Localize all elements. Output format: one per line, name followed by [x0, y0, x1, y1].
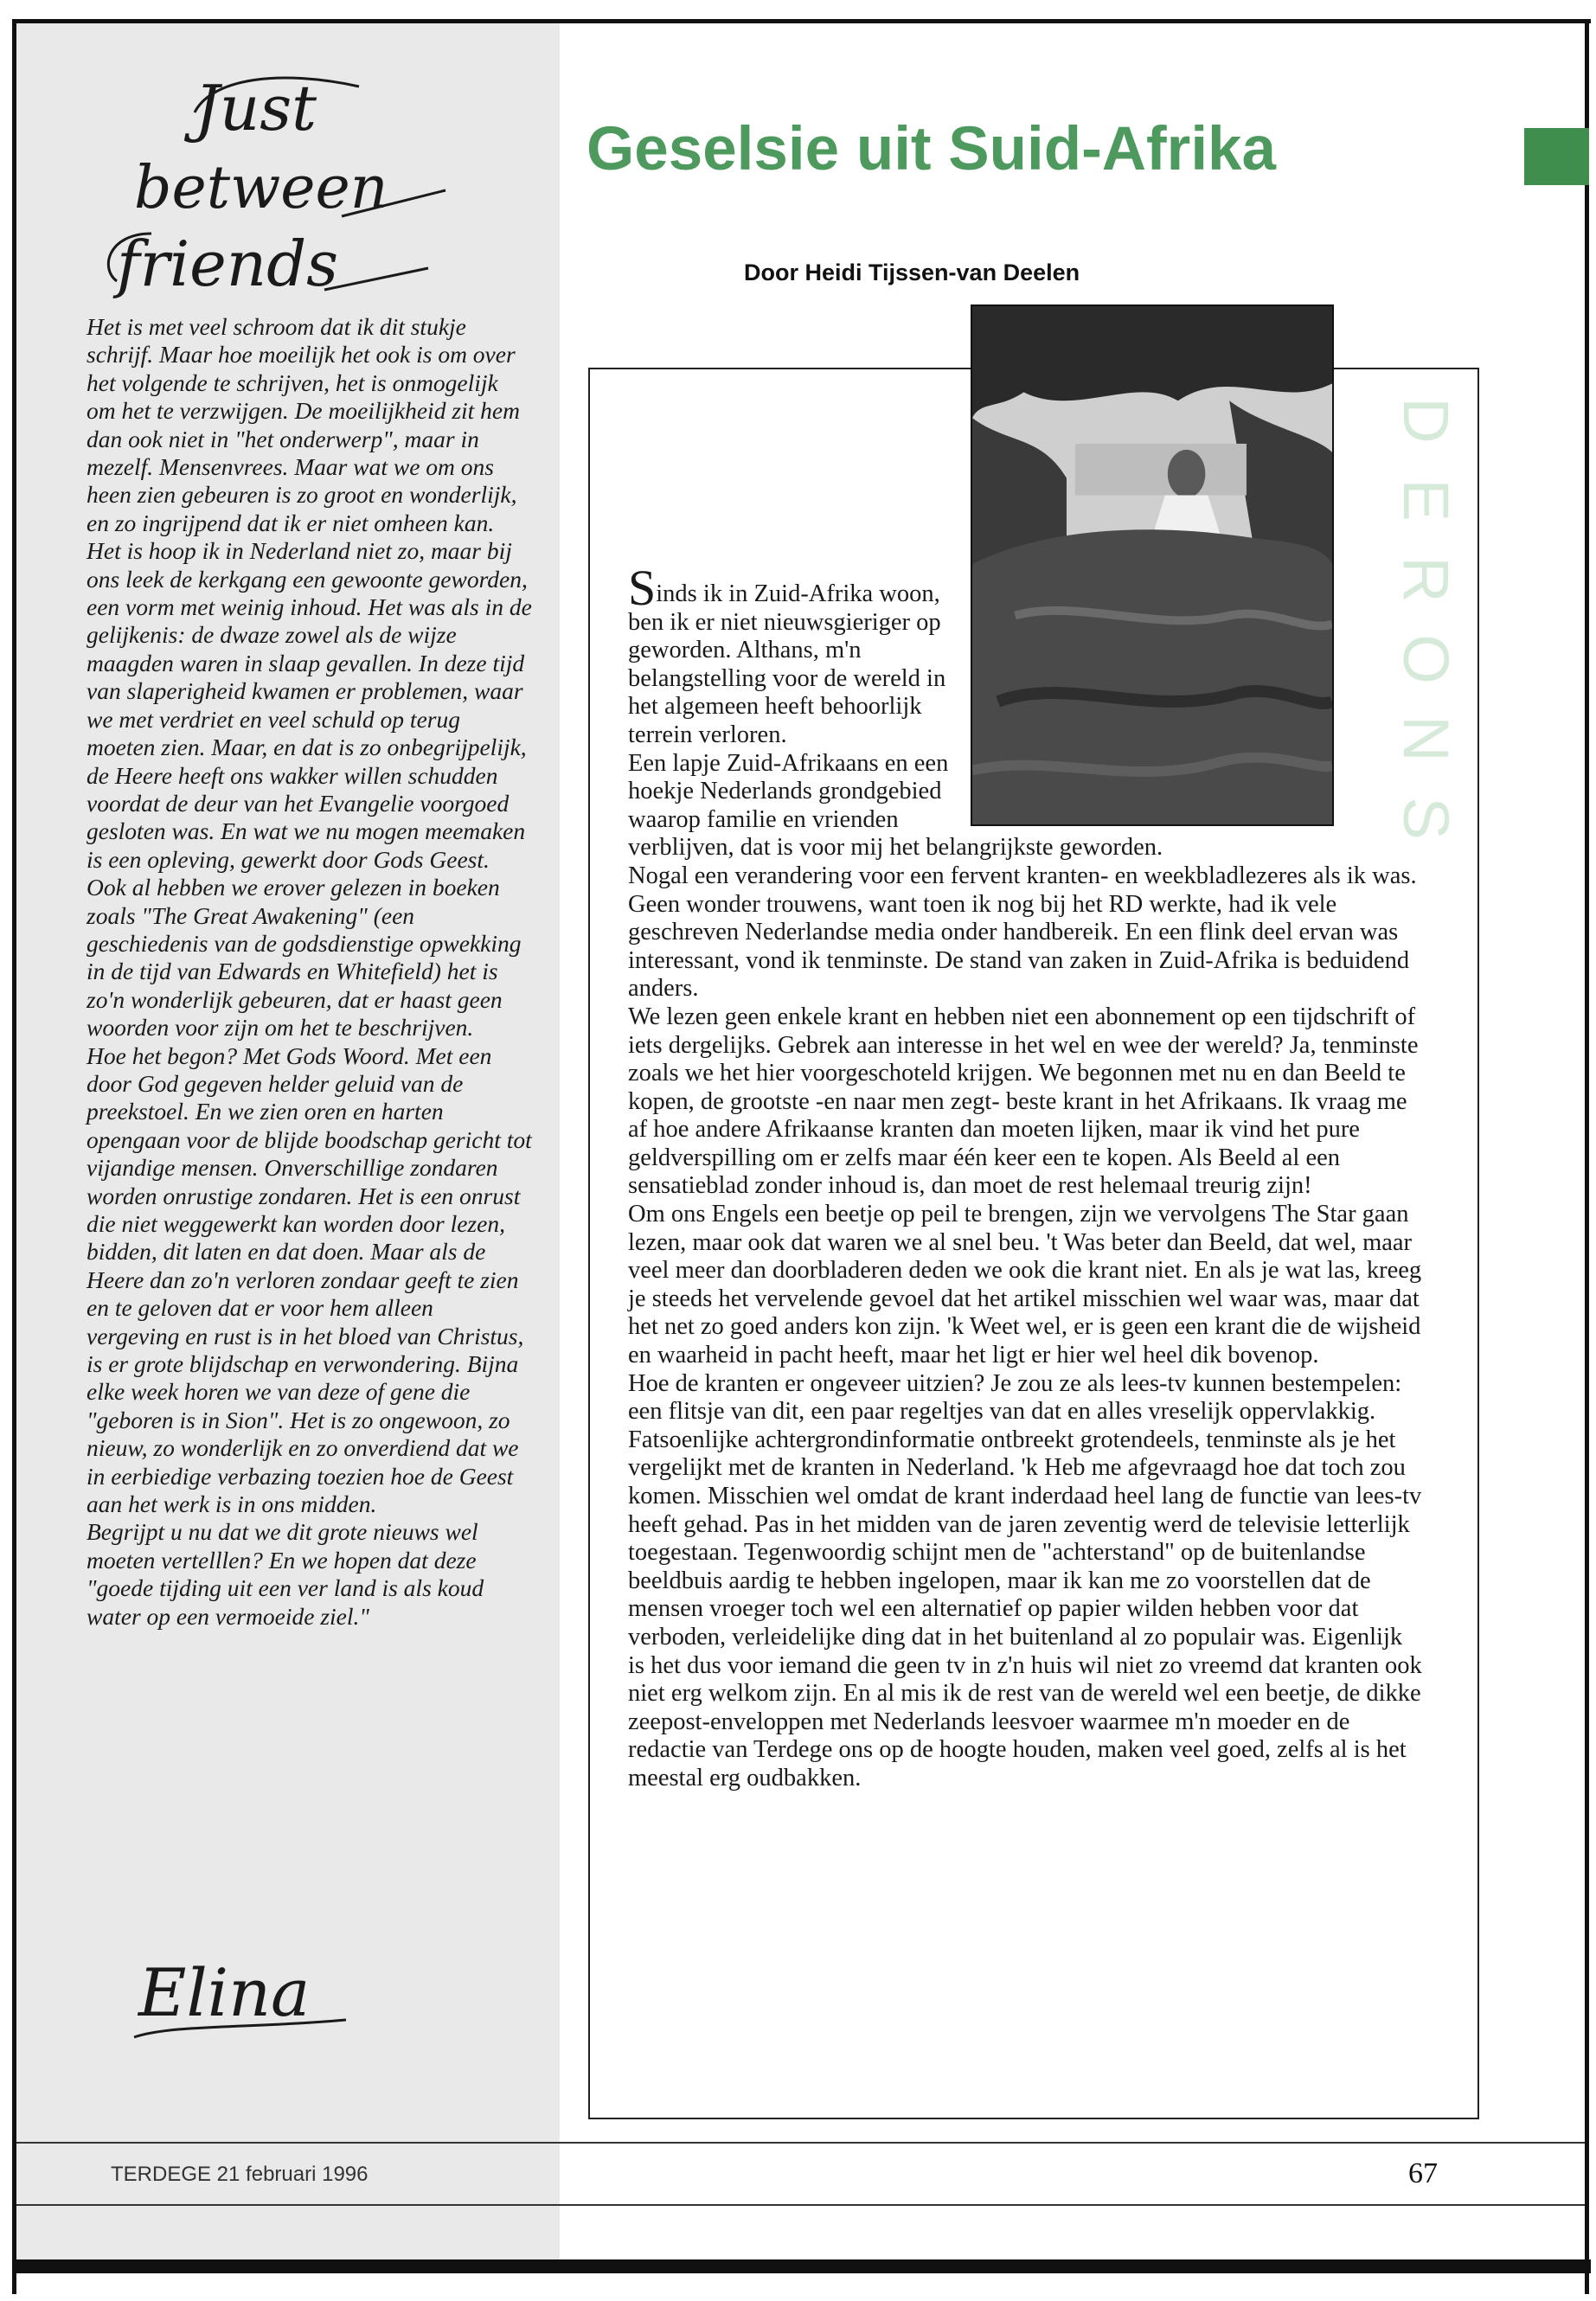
article-paragraph — [628, 560, 970, 750]
article-paragraph: We lezen geen enkele krant en hebben niet een abonnement op een tijdschrift of iets dergelijks. Gebrek aan interesse in het wel en wee der wereld? Ja, tenminste zoals we het hier voorgeschoteld krijgen. We begonnen met nu en dan Beeld te kopen, de grootste -en naar men zegt- beste krant in het Afrikaans. Ik vraag me af hoe andere Afrikaanse kranten dan moeten lijken, maar ik vind het pure geldverspilling om er zelfs maar één keer een te kopen. Als Beeld al een sensatieblad zonder inhoud is, dan moet de rest helemaal treurig zijn! — [628, 1003, 1419, 1200]
signature-art — [121, 1938, 363, 2050]
footer-publication: TERDEGE 21 februari 1996 — [111, 2163, 369, 2186]
drop-cap: S — [628, 560, 657, 616]
column-title-line3: friends — [117, 228, 339, 300]
article-paragraph: Een lapje Zuid-Afrikaans en een hoekje Nederlands grondgebied waarop familie en vrienden — [628, 749, 949, 833]
section-label-letter: E — [1390, 478, 1462, 522]
column-title-art — [82, 61, 497, 311]
section-label-letter: N — [1390, 715, 1462, 762]
column-paragraph: Begrijpt u nu dat we dit grote nieuws wel moeten vertelllen? En we hopen dat deze "goede tijding uit een ver land is als koud water op een vermoeide ziel." — [87, 1518, 484, 1630]
column-body — [87, 313, 532, 1631]
section-label-letter: R — [1390, 556, 1462, 603]
article-title: Geselsie uit Suid-Afrika — [586, 115, 1277, 183]
column-paragraph: Het is hoop ik in Nederland niet zo, maar bij ons leek de kerkgang een gewoonte geworden, een vorm met weinig inhoud. Het was als in de gelijkenis: de dwaze zowel als de wijze maagden waren in slaap gevallen. In deze tijd van slaperigheid kwamen er problemen, waar we met verdriet en veel schuld op terug moeten zien. Maar, en dat is zo onbegrijpelijk, de Heere heeft ons wakker willen schudden voordat de deur van het Evangelie voorgoed gesloten was. En wat we nu mogen meemaken is een opleving, gewerkt door Gods Geest. — [87, 537, 532, 873]
article-paragraph: Nogal een verandering voor een fervent kranten- en weekbladlezeres als ik was. Geen wonder trouwens, want toen ik nog bij het RD werkte, had ik vele geschreven Nederlandse media onder handbereik. En een flink deel ervan was interessant, vond ik tenminste. De stand van zaken in Zuid-Afrika is beduidend anders. — [628, 862, 1417, 1003]
column-paragraph: Ook al hebben we erover gelezen in boeken zoals "The Great Awakening" (een geschiedenis van de godsdienstige opwekking in de tijd van Edwards en Whitefield) het is zo'n wonderlijk gebeuren, dat er haast geen woorden voor zijn om het te beschrijven. — [87, 874, 522, 1042]
section-label-letter: S — [1390, 797, 1462, 840]
article-paragraph-text: inds ik in Zuid-Afrika woon, ben ik er niet nieuwsgieriger op geworden. Althans, m'n belangstelling voor de wereld in het algemeen heeft behoorlijk terrein verloren. — [628, 580, 946, 748]
article-byline: Door Heidi Tijssen-van Deelen — [744, 260, 1080, 285]
footer-rule-bottom — [16, 2204, 1585, 2206]
article-paragraph: Om ons Engels een beetje op peil te brengen, zijn we vervolgens The Star gaan lezen, maar ook dat waren we al snel beu. 't Was beter dan Beeld, dat wel, maar veel meer dan doorbladeren deden we ook die krant niet. En als je wat las, kreeg je steeds het vervelende gevoel dat het artikel misschien wel waar was, maar dat het net zo goed anders kon zijn. 'k Weet wel, er is geen een krant die de wijsheid en waarheid in pacht heeft, maar het ligt er hier wel heel dik bovenop. — [628, 1201, 1422, 1369]
section-label-letter: D — [1390, 397, 1462, 444]
column-title-line2: between — [134, 154, 388, 222]
article-body — [628, 560, 1424, 1793]
article-paragraph: Hoe de kranten er ongeveer uitzien? Je zou ze als lees-tv kunnen bestempelen: een flitsje van dit, een paar regeltjes van dat en alles vreselijk oppervlakkig. Fatsoenlijke achtergrondinformatie ontbreekt grotendeels, tenminste als je het vergelijkt met de kranten in Nederland. 'k Heb me afgevraagd hoe dat toch zou komen. Misschien wel omdat de krant inderdaad heel lang de functie van lees-tv heeft gehad. Pas in het midden van de jaren zeventig werd de televisie letterlijk toegestaan. Tegenwoordig schijnt men de "achterstand" op de buitenlandse beeldbuis aardig te hebben ingelopen, maar ik kan me zo voorstellen dat de mensen vroeger toch wel een alternatief op papier wilden hebben voor dat verboden, verleidelijke ding dat in het buitenland al zo populair was. Eigenlijk is het dus voor iemand die geen tv in z'n huis wil niet zo vreemd dat kranten ook niet erg welkom zijn. En al mis ik de rest van de wereld wel een beetje, de dikke zeepost-enveloppen met Nederlands leesvoer waarmee m'n moeder en de redactie van Terdege ons op de hoogte houden, maken veel goed, zelfs al is het meestal erg oudbakken. — [628, 1369, 1422, 1791]
article-paragraph: verblijven, dat is voor mij het belangrijkste geworden. — [628, 834, 1163, 862]
column-paragraph: Het is met veel schroom dat ik dit stukje schrijf. Maar hoe moeilijk het ook is om over het volgende te schrijven, het is onmogelijk om het te verzwijgen. De moeilijkheid zit hem dan ook niet in "het onderwerp", maar in mezelf. Mensenvrees. Maar wat we om ons heen zien gebeuren is zo groot en wonderlijk, en zo ingrijpend dat ik er niet omheen kan. — [87, 313, 520, 536]
page-number: 67 — [1408, 2157, 1438, 2189]
column-paragraph: Hoe het begon? Met Gods Woord. Met een door God gegeven helder geluid van de preekstoel. En we zien oren en harten opengaan voor de blijde boodschap gericht tot vijandige mensen. Onverschillige zondaren worden onrustige zondaren. Het is een onrust die niet weggewerkt kan worden door lezen, bidden, dit laten en dat doen. Maar als de Heere dan zo'n verloren zondaar geeft te zien en te geloven dat er voor hem alleen vergeving en rust is in het bloed van Christus, is er grote blijdschap en verwondering. Bijna elke week horen we van deze of gene die "geboren is in Sion". Het is zo ongewoon, zo nieuw, zo wonderlijk en zo onverdiend dat we in eerbiedige verbazing toezien hoe de Geest aan het werk is in ons midden. — [87, 1042, 532, 1518]
signature — [121, 1938, 363, 2050]
column-title — [82, 61, 497, 311]
signature-text: Elina — [138, 1954, 311, 2031]
page-border-bottom — [12, 2259, 1591, 2273]
column-title-line1: Just — [195, 72, 317, 144]
accent-tab — [1524, 128, 1589, 185]
page-border-right — [1585, 19, 1589, 2294]
footer-rule-top — [16, 2142, 1585, 2144]
section-label-letter: O — [1390, 634, 1462, 684]
